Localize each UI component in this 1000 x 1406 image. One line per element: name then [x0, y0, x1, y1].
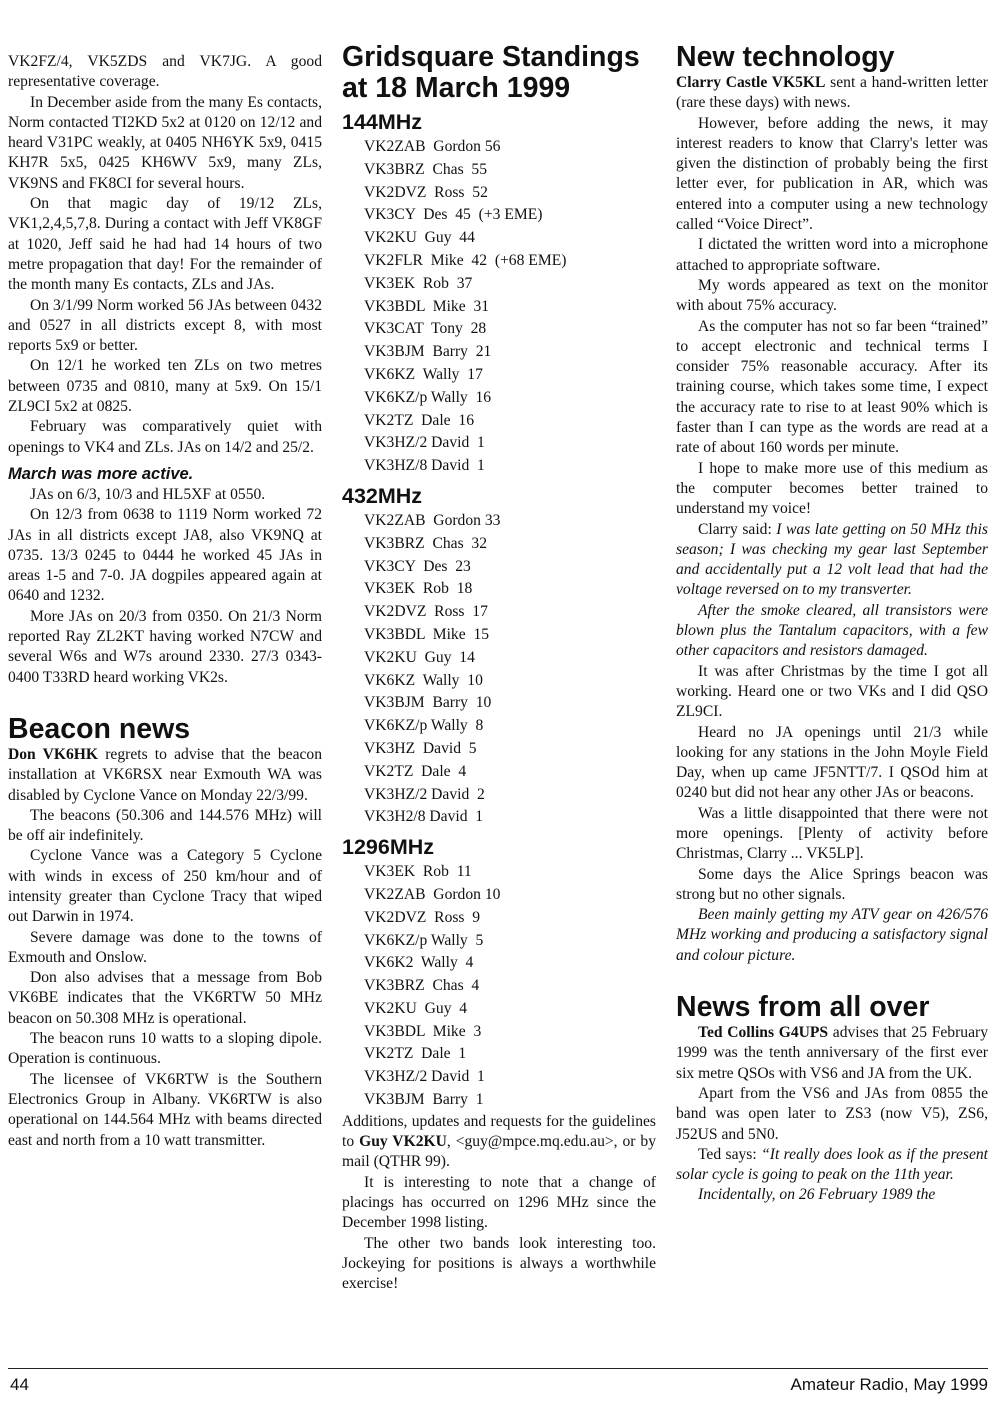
- paragraph: VK2FZ/4, VK5ZDS and VK7JG. A good representative coverage.: [8, 53, 322, 91]
- standings-entry: VK2ZAB Gordon 10: [364, 885, 501, 903]
- spacer: [676, 966, 988, 992]
- paragraph: [8, 745, 322, 806]
- standings-entry: VK2DVZ Ross 9: [364, 908, 481, 926]
- heading-beacon-news: Beacon news: [8, 712, 191, 745]
- spacer: [8, 688, 322, 714]
- standings-entry: VK3HZ David 5: [364, 739, 477, 757]
- standings-entry: VK6KZ Wally 10: [364, 671, 483, 689]
- paragraph: The beacon runs 10 watts to a sloping dipole. Operation is continuous.: [8, 1030, 322, 1068]
- standings-entry: VK3CY Des 45 (+3 EME): [364, 206, 543, 224]
- paragraph: The licensee of VK6RTW is the Southern Electronics Group in Albany. VK6RTW is also operational on 144.564 MHz with beams directed east and north from a 10 watt transmitter.: [8, 1070, 322, 1149]
- paragraph: It is interesting to note that a change of placings has occurred on 1296 MHz since the December 1998 listing.: [342, 1173, 656, 1232]
- standings-entry: VK2ZAB Gordon 33: [364, 511, 501, 529]
- author-name: Clarry Castle VK5KL: [676, 74, 826, 91]
- standings-entry: VK3BDL Mike 31: [364, 297, 490, 315]
- paragraph: On 3/1/99 Norm worked 56 JAs between 0432 and 0527 in all districts except 8, with most reports 5x9 or better.: [8, 296, 322, 355]
- heading-gridsquare-standings: Gridsquare Standings at 18 March 1999: [342, 41, 640, 104]
- band-heading: 432MHz: [342, 483, 423, 508]
- standings-entry: VK3BJM Barry 10: [364, 694, 492, 712]
- paragraph: It was after Christmas by the time I got all working. Heard one or two VKs and I did QSO ZL9CI.: [676, 662, 988, 721]
- standings-entry: VK3BJM Barry 1: [364, 1091, 484, 1109]
- paragraph: Severe damage was done to the towns of Exmouth and Onslow.: [8, 928, 322, 966]
- standings-entry: VK2KU Guy 4: [364, 999, 468, 1017]
- standings-entry: VK6K2 Wally 4: [364, 954, 474, 972]
- paragraph: I hope to make more use of this medium as the computer becomes better trained to understand my voice!: [676, 459, 988, 518]
- subheading-march: March was more active.: [8, 464, 194, 483]
- paragraph: I dictated the written word into a microphone attached to appropriate software.: [676, 236, 988, 274]
- author-name: Ted Collins G4UPS: [698, 1024, 829, 1042]
- column-right: [676, 42, 988, 1206]
- paragraph: [676, 73, 988, 114]
- standings-entry: VK6KZ/p Wally 5: [364, 931, 484, 949]
- column-middle: [342, 42, 656, 1295]
- paragraph-text: Additions, updates and requests for the guidelines to: [342, 1112, 656, 1151]
- standings-entry: VK6KZ/p Wally 16: [364, 388, 492, 406]
- paragraph: [676, 520, 988, 601]
- standings-entry: VK3HZ/8 David 1: [364, 457, 485, 475]
- quote-text: I was late getting on 50 MHz this season; I was checking my gear last September and accidentally put a 12 volt lead that had the voltage reversed on to my transverter.: [676, 520, 988, 599]
- paragraph: Heard no JA openings until 21/3 while looking for any stations in the John Moyle Field Day, when up came JF5NTT/7. I QSOd him at 0240 but did not hear any other JAs or beacons.: [676, 723, 988, 802]
- paragraph: Been mainly getting my ATV gear on 426/576 MHz working and producing a satisfactory signal and colour picture.: [676, 906, 988, 964]
- paragraph: On that magic day of 19/12 ZLs, VK1,2,4,5,7,8. During a contact with Jeff VK8GF at 1020, Jeff said he had had 14 hours of two metre propagation that day! For the remainder of the month many Es contacts, ZLs and JAs.: [8, 195, 322, 294]
- standings-entry: VK2TZ Dale 1: [364, 1045, 467, 1063]
- paragraph: February was comparatively quiet with openings to VK4 and ZLs. JAs on 14/2 and 25/2.: [8, 418, 322, 456]
- heading-new-technology: New technology: [676, 41, 895, 73]
- paragraph: On 12/3 from 0638 to 1119 Norm worked 72 JAs in all districts except JA8, also VK9NQ at 0735. 13/3 0245 to 0444 he worked 45 JAs in areas 1-5 and 7-0. JA dogpiles appeared again at 0640 and 1232.: [8, 506, 322, 605]
- paragraph: As the computer has not so far been “trained” to accept electronic and technical terms I consider 75% reasonable accuracy. After its training course, which takes some time, I expect the accuracy rate to rise to at least 90% which is faster than I can type as the words are read at a rate of about 160 words per minute.: [676, 317, 988, 457]
- standings-entry: VK3HZ/2 David 1: [364, 1068, 485, 1086]
- paragraph: In December aside from the many Es contacts, Norm contacted TI2KD 5x2 at 0120 on 12/12 and heard V31PC weakly, at 0405 NH6YK 5x9, 0415 KH7R 5x5, 0425 KH6WV 5x9, many ZLs, VK9NS and FK8CI for several hours.: [8, 93, 322, 192]
- standings-entry: VK3BDL Mike 15: [364, 625, 490, 643]
- paragraph: However, before adding the news, it may interest readers to know that Clarry's letter was given the distinction of probably being the first letter ever, for publication in AR, which was entered into a computer using a new technology called “Voice Direct”.: [676, 114, 988, 234]
- standings-entry: VK3BJM Barry 21: [364, 343, 492, 361]
- footer-rule: [8, 1368, 988, 1369]
- standings-list: [342, 510, 656, 829]
- column-left: [8, 52, 322, 1151]
- paragraph-text: , <guy@mpce.mq.edu.au>, or by mail (QTHR 99).: [342, 1133, 657, 1171]
- paragraph: [342, 1112, 656, 1173]
- paragraph: After the smoke cleared, all transistors were blown plus the Tantalum capacitors, with a few other capacitors and resistors damaged.: [676, 601, 988, 660]
- publication-name: Amateur Radio, May 1999: [790, 1375, 988, 1394]
- standings-entry: VK2ZAB Gordon 56: [364, 138, 501, 155]
- contact-name: Guy VK2KU: [359, 1133, 447, 1151]
- standings-entry: VK3BDL Mike 3: [364, 1022, 482, 1040]
- paragraph: The beacons (50.306 and 144.576 MHz) will be off air indefinitely.: [8, 806, 322, 845]
- standings-entry: VK3CAT Tony 28: [364, 320, 487, 338]
- standings-entry: VK3BRZ Chas 32: [364, 534, 488, 552]
- standings-entry: VK3BRZ Chas 4: [364, 977, 480, 995]
- page-number: 44: [10, 1375, 29, 1394]
- paragraph: [676, 1145, 988, 1186]
- standings-entry: VK3EK Rob 18: [364, 580, 473, 598]
- paragraph: [676, 1023, 988, 1084]
- standings-entry: VK2TZ Dale 4: [364, 762, 467, 780]
- paragraph-text: Ted says:: [698, 1145, 762, 1163]
- band-heading: 1296MHz: [342, 835, 435, 860]
- standings-entry: VK3EK Rob 11: [364, 863, 472, 881]
- standings-list: [342, 861, 656, 1112]
- paragraph: Incidentally, on 26 February 1989 the: [698, 1186, 936, 1204]
- standings-list: [342, 136, 656, 478]
- paragraph-text: regrets to advise that the beacon installation at VK6RSX near Exmouth WA was disabled by Cyclone Vance on Monday 22/3/99.: [8, 745, 323, 804]
- standings-entry: VK2KU Guy 44: [364, 229, 475, 247]
- quote-text: “It really does look as if the present solar cycle is going to peak on the 11th year.: [676, 1145, 989, 1184]
- author-name: Don VK6HK: [8, 745, 99, 763]
- standings-entry: VK2DVZ Ross 17: [364, 603, 488, 621]
- standings-entry: VK3CY Des 23: [364, 557, 471, 575]
- standings-entry: VK2TZ Dale 16: [364, 411, 474, 429]
- paragraph: JAs on 6/3, 10/3 and HL5XF at 0550.: [30, 485, 266, 503]
- paragraph: On 12/1 he worked ten ZLs on two metres between 0735 and 0810, many at 5x9. On 15/1 ZL9CI 5x2 at 0825.: [8, 357, 322, 416]
- paragraph-text: Clarry said:: [698, 520, 777, 538]
- paragraph: Some days the Alice Springs beacon was strong but no other signals.: [676, 865, 988, 903]
- standings-entry: VK2FLR Mike 42 (+68 EME): [364, 251, 567, 269]
- paragraph: Was a little disappointed that there were not more openings. [Plenty of activity before Christmas, Clarry ... VK5LP].: [676, 804, 988, 863]
- standings-entry: VK2DVZ Ross 52: [364, 183, 488, 201]
- standings-entry: VK3H2/8 David 1: [364, 808, 484, 826]
- paragraph-text: sent a hand-written letter (rare these days) with news.: [676, 74, 989, 112]
- standings-entry: VK2KU Guy 14: [364, 648, 475, 666]
- paragraph: My words appeared as text on the monitor with about 75% accuracy.: [676, 276, 988, 315]
- paragraph: More JAs on 20/3 from 0350. On 21/3 Norm reported Ray ZL2KT having worked N7CW and several W6s and W7s around 2330. 27/3 0343-0400 T33RD heard working VK2s.: [8, 607, 322, 686]
- standings-entry: VK3BRZ Chas 55: [364, 160, 488, 178]
- heading-news-from-all-over: News from all over: [676, 991, 930, 1024]
- paragraph: Don also advises that a message from Bob VK6BE indicates that the VK6RTW 50 MHz beacon on 50.308 MHz is operational.: [8, 969, 322, 1027]
- paragraph: Apart from the VS6 and JAs from 0855 the band was open later to ZS3 (now V5), ZS6, J52US and 5N0.: [676, 1084, 988, 1143]
- paragraph: The other two bands look interesting too. Jockeying for positions is always a worthwhile exercise!: [342, 1234, 656, 1293]
- standings-entry: VK3HZ/2 David 2: [364, 785, 485, 803]
- band-heading: 144MHz: [342, 110, 423, 134]
- standings-entry: VK3HZ/2 David 1: [364, 434, 485, 452]
- standings-entry: VK6KZ Wally 17: [364, 365, 483, 383]
- paragraph-text: advises that 25 February 1999 was the tenth anniversary of the first ever six metre QSOs with VS6 and JA from the UK.: [676, 1024, 988, 1082]
- paragraph: Cyclone Vance was a Category 5 Cyclone with winds in excess of 250 km/hour and of intensity greater than Cyclone Tracy that wiped out Darwin in 1974.: [8, 847, 322, 926]
- standings-entry: VK6KZ/p Wally 8: [364, 717, 484, 735]
- standings-entry: VK3EK Rob 37: [364, 274, 473, 292]
